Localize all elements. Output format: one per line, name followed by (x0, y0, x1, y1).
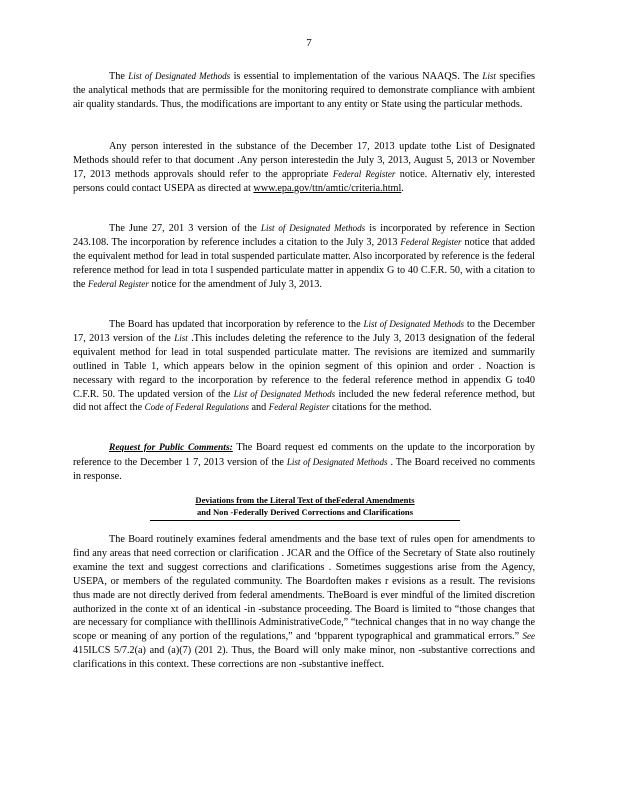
italic-run: List of Designated Methods (286, 456, 388, 467)
text-run: The (109, 71, 129, 82)
italic-run: See (522, 631, 535, 642)
italic-run: Federal Register (88, 278, 149, 289)
italic-run: List of Designated Methods (233, 388, 336, 399)
italic-run: List of Designated Methods (128, 71, 231, 81)
text-run: . The Board received no comments in response. (73, 456, 535, 482)
italic-run: Federal Register (332, 168, 396, 179)
text-run: The Board routinely examines federal amendments and the base text of rules open for amendments to find any areas that need correction or clarification . JCAR and the Office of the Secretary of State also routinely examine the text and suggest corrections and clarifications . Sometimes suggestions arise from the Agency, USEPA, or members of the regulated community. The Boardoften makes r evisions as a result. The revisions thus made are not directly derived from federal amendments. TheBoard is ever mindful of the limited discretion authorized in the conte xt of an identical -in -substance proceeding. The Board is limited to “those changes that are necessary for compliance with theIllinois AdministrativeCode,” “technical changes that in no way change the scope or meaning of any portion of the regulations,” and ‘bpparent typographical and grammatical errors.” (73, 534, 535, 643)
paragraph-list-of-designated-methods (73, 70, 535, 112)
paragraph-routine-examination (73, 533, 535, 672)
italic-run: Federal Register (400, 236, 462, 247)
text-run: to the December 17, 2013 version of the (73, 319, 535, 344)
text-run: The Board request ed comments on the update to the incorporation by reference to the December 1 7, 2013 version of the (73, 442, 535, 468)
italic-run: List of Designated Methods (363, 319, 464, 329)
text-run: is incorporated by reference in Section 243.108. The incorporation by reference includes a citation to the July 3, 2013 (73, 223, 535, 248)
text-run: Any person interested in the substance of the December 17, 2013 update tothe List of Designated Methods should refer to that document .Any person interestedin the July 3, 2013, August 5, 2013 or November 17, 2013 methods approvals should refer to the appropriate (73, 141, 535, 180)
italic-run: List of Designated Methods (260, 223, 366, 233)
italic-run: Code of Federal Regulations (144, 402, 249, 413)
text-run: included the new federal reference method, but did not affect the (73, 388, 535, 414)
paragraph-board-updated (73, 318, 535, 415)
heading-underline-rule (150, 520, 460, 521)
page-number: 7 (306, 37, 312, 49)
text-run: The Board has updated that incorporation by reference to the (109, 319, 364, 330)
deviations-section-heading (150, 495, 460, 518)
text-run: 415ILCS 5/7.2(a) and (a)(7) (201 2). Thus, the Board will only make minor, non -substantive corrections and clarifications in this context. These corrections are non -substantive ineffect. (73, 645, 535, 671)
paragraph-june-version (73, 222, 535, 292)
text-run: .This includes deleting the reference to the July 3, 2013 designation of the federal equivalent method for lead in total suspended particulate matter. The revisions are itemized and summarily outlined in Table 1, which appears below in the opinion segment of this opinion and order . Noaction is necessary with regard to the incorporation by reference to the federal reference method in appendix G to40 C.F.R. 50. The updated version of the (73, 332, 535, 400)
italic-run: List (482, 71, 496, 81)
heading-line-2: and Non -Federally Derived Corrections and Clarifications (196, 506, 414, 517)
text-run: and (248, 402, 269, 414)
italic-run: Federal Register (268, 402, 330, 413)
text-run: is essential to implementation of the various NAAQS. The (230, 71, 483, 82)
text-run: notice. Alternativ ely, interested persons could contact USEPA as directed at (73, 168, 536, 194)
text-run: specifies the analytical methods that are permissible for the monitoring required to demonstrate compliance with ambient air quality standards. Thus, the modifications are important to any entity or State using the particular methods. (73, 71, 535, 110)
italic-run: List (174, 332, 188, 343)
text-run: . (401, 182, 404, 194)
paragraph-public-comments (73, 441, 535, 484)
text-run: The June 27, 201 3 version of the (109, 223, 261, 234)
heading-line-1: Deviations from the Literal Text of theFederal Amendments (195, 495, 415, 505)
epa-criteria-link[interactable]: www.epa.gov/ttn/amtic/criteria.html (253, 182, 402, 194)
paragraph-interested-persons (73, 140, 535, 196)
public-comments-heading: Request for Public Comments: (109, 443, 233, 453)
text-run: notice that added the equivalent method for lead in total suspended particulate matter. Also incorporated by reference is the federal reference method for lead in tota l suspended particulate matter in appendix G to 40 C.F.R. 50, with a citation to the (73, 236, 535, 290)
text-run: citations for the method. (329, 402, 432, 414)
text-run: notice for the amendment of July 3, 2013. (148, 278, 322, 290)
